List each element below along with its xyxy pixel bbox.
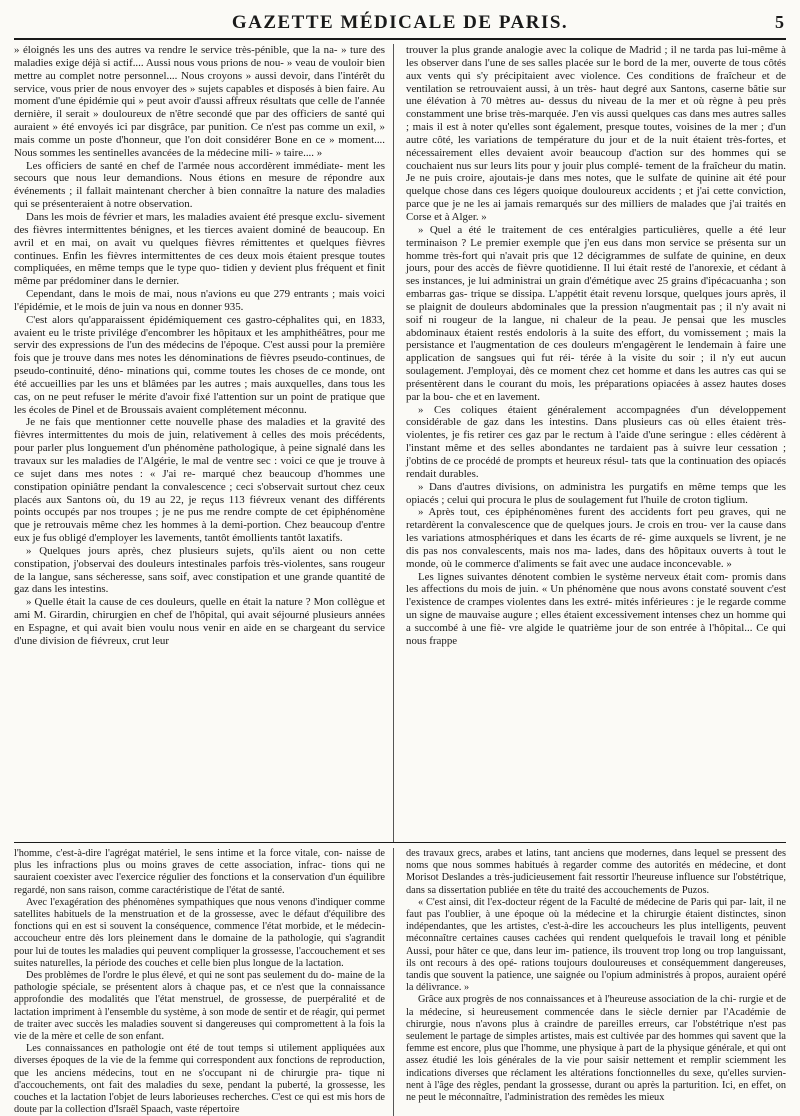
paragraph: » Quel a été le traitement de ces entéralgies particulières, quelle a été leur terminaison ? Le premier exemple que j'en eus dans mon service se présenta sur un homme très-fort qui n'avait pris que 12 décigrammes de sulfate de quinine, en deux jours, pour des accès de fièvre quotidienne. Il lui était resté de l'anorexie, et cédant à ses instances, je lui administrai un grain d'émétique avec 25 grains d'ipécacuanha ; son embarras gas- trique se dissipa. L'appétit était revenu lorsque, quelques jours après, il se plaignit de douleurs abdominales que la pression n'augmentait pas ; il n'y avait ni soif ni rougeur de la langue, ni chaleur de la peau. Je pensai que les muscles abdominaux étaient restés endoloris à la suite des effort, du vomissement ; mais la persistance et l'augmentation de ces douleurs m'engagèrent le lendemain à faire une application de sangsues qui fut réi- térée à la visite du soir ; il n'y eut aucun soulagement. J'employai, dès ce moment chez cet homme et dans les autres cas qui se présentèrent dans le courant du mois, les préparations opiacées à assez hautes doses par la bou- che et en lavement. [406, 223, 786, 403]
paragraph: » Quelle était la cause de ces douleurs, quelle en était la nature ? Mon collègue et ami M. Girardin, chirurgien en chef de l'hôpital, qui avait séjourné plusieurs années en Espagne, et qui avait bien voulu nous venir en aide en se chargeant du service d'une division de fiévreux, crut leur [14, 596, 385, 647]
paragraph: Grâce aux progrès de nos connaissances et à l'heureuse association de la chi- rurgie et de la médecine, si heureusement commencée dans le siècle dernier par l'Académie de chirurgie, nous n'avons plus à craindre de pareilles erreurs, car l'obstétrique n'est pas seulement le partage de simples artistes, mais est cultivée par des hommes qui savent que la femme est encore, plus que l'homme, une physique à part de la physique générale, et qui ont assez étudié les lois générales de la vie pour saisir nettement et remplir sciemment les indications diverses que réclament les altérations fonctionnelles du sexe, qu'elles survien- nent à l'âge des règles, pendant la grossesse, durant ou après la parturition. Ici, en effet, on ne peut le méconnaître, l'administration des remèdes les mieux [406, 994, 786, 1104]
paragraph: Dans les mois de février et mars, les maladies avaient été presque exclu- sivement des fièvres intermittentes bénignes, et les tierces avaient dominé de beaucoup. En avril et en mai, on avait vu quelques fièvres rémittentes et quelques fièvres continues. Enfin les fièvres intermittentes de ces deux mois étaient presque toutes compliquées, en même temps que le type quo- tidien y devient plus fréquent et finit même par prédominer dans le dernier. [14, 210, 385, 288]
paragraph: C'est alors qu'apparaissent épidémiquement ces gastro-céphalites qui, en 1833, avaient eu le triste privilége d'encombrer les hôpitaux et les amphithéâtres, pour me servir des expressions de l'un des médecins de l'époque. C'est aussi pour la première fois que je trouve dans mes notes les dénominations de fièvres pseudo-continues, de pseudo-continuité, déno- minations qui, comme toutes les choses de ce monde, ont été accueillies par les uns et blâmées par les autres ; mais auxquelles, dans tous les cas, on ne peut refuser le mérite d'avoir fixé l'attention sur un point de pratique que les écoles de Pinel et de Broussais avaient complétement méconnu. [14, 313, 385, 416]
paragraph: Avec l'exagération des phénomènes sympathiques que nous venons d'indiquer comme satellites habituels de la menstruation et de la grossesse, avec le défaut d'équilibre des fonctions qui en est si souvent la conséquence, commence l'état morbide, et le médecin-accoucheur entre dès lors pleinement dans le domaine de la pathologie, qui s'agrandit pour lui de toutes les maladies qui peuvent compliquer la grossesse, l'accouchement et ses suites naturelles, la période des couches et celle bien plus longue de la lactation. [14, 896, 385, 969]
paragraph: » Quelques jours après, chez plusieurs sujets, qu'ils aient ou non cette constipation, j'observai des douleurs intestinales parfois très-violentes, sans rougeur de la langue, sans sécheresse, sans soif, avec constipation et une grande quantité de gaz dans les intestins. [14, 544, 385, 596]
paragraph: des travaux grecs, arabes et latins, tant anciens que modernes, dans lequel se pressent des noms que nous sommes habitués à regarder comme des autorités en médecine, et dont Morisot Deslandes a très-judicieusement fait ressortir l'heureuse influence sur l'obstétrique, dans sa dissertation publiée en tête du traité des accouchements de Puzos. [406, 848, 786, 896]
paragraph: » Après tout, ces épiphénomènes furent des accidents fort peu graves, qui ne retardèrent la convalescence que de quelques jours. Je crois en trou- ver la cause dans les variations atmosphériques et dans les écarts de ré- gime auxquels se livrent, je ne dis pas nos convalescents, mais nos ma- lades, dans des hôpitaux ouverts à tout le monde, où le commerce d'aliments se fait avec une audace inconcevable. » [406, 506, 786, 570]
paragraph: Les connaissances en pathologie ont été de tout temps si utilement appliquées aux diverses époques de la vie de la femme qui correspondent aux fonctions de reproduction, que les anciens médecins, tout en ne s'occupant ni de chirurgie pra- tique ni d'accouchements, ont fait des maladies du sexe, pendant la puberté, la grossesse, les couches et la lactation l'objet de leurs laborieuses recherches. C'est ce qui est mis hors de doute par la collection d'Israël Spaach, vaste répertoire [14, 1043, 385, 1116]
feuilleton-section [14, 843, 786, 1116]
paragraph: » Ces coliques étaient généralement accompagnées d'un développement considérable de gaz dans les intestins. Dans plusieurs cas où elles étaient très-violentes, je fis retirer ces gaz par le rectum à l'aide d'une seringue : elles cédèrent à l'instant même et des selles abondantes ne tardaient pas à suivre leur cessation ; j'obtins de ce procédé de prompts et heureux résul- tats que la continuation des opiacés rendait durables. [406, 403, 786, 480]
paragraph: » éloignés les uns des autres va rendre le service très-pénible, que la na- » ture des maladies exige déjà si actif.... Aussi nous vous prions de nou- » veau de vouloir bien mettre au complet notre personnel.... Nous croyons » aussi devoir, dans l'intérêt du service, vous prier de nous envoyer des » sujets capables et disposés à bien faire. Au moment d'une épidémie qui » peut avoir d'aussi affreux résultats que celle de l'année dernière, il serait » douloureux de n'être secondé que par des officiers de santé qui auraient » été envoyés ici par disgrâce, par punition. Ce n'est pas comme un exil, » mais comme un poste d'honneur, que l'on doit considérer Bone en ce » moment.... Nous sommes les sentinelles avancées de la médecine mili- » taire.... » [14, 44, 385, 159]
main-article-right-column [406, 44, 786, 842]
paragraph: Les officiers de santé en chef de l'armée nous accordèrent immédiate- ment les secours que nous leur demandions. Nous étions en mesure de répondre aux événements ; il fallait maintenant chercher à bien connaître la nature des maladies qui se présenteraient à notre observation. [14, 159, 385, 211]
feuilleton-left-column [14, 848, 394, 1116]
paragraph: » Dans d'autres divisions, on administra les purgatifs en même temps que les opiacés ; celui qui procura le plus de soulagement fut l'huile de croton tiglium. [406, 480, 786, 506]
feuilleton-right-column [406, 848, 786, 1116]
paragraph: « C'est ainsi, dit l'ex-docteur régent de la Faculté de médecine de Paris qui par- lait, il ne faut pas l'oublier, à une époque où la médecine et la chirurgie étaient distinctes, sinon indépendantes, que les artistes, c'est-à-dire les accoucheurs les plus intelligents, peuvent méconnaître certaines causes cachées qui rendent quelquefois le travail long et pénible Aussi, pour hâter ce que, dans leur im- patience, ils trouvent trop long ou trop languissant, ils ont recours à des opé- rations toujours douloureuses et conséquemment dangereuses, tandis que souvent la patience, une saignée ou l'opium administrés à propos, auraient opéré la délivrance. » [406, 896, 786, 994]
journal-title: GAZETTE MÉDICALE DE PARIS. [231, 12, 569, 33]
paragraph: Je ne fais que mentionner cette nouvelle phase des maladies et la gravité des fièvres intermittentes du mois de juin, relativement à celles des mois précédents, pour parler plus longuement d'un phénomène pathologique, à peine signalé dans les travaux sur les maladies de l'Algérie, le mal de ventre sec : voici ce que je trouve à ce sujet dans mes notes : « J'ai re- marqué chez beaucoup d'hommes une constipation opiniâtre pendant la convalescence ; ceci s'observait surtout chez ceux placés aux Santons où, du 19 au 22, je reçus 113 fiévreux venant des différents points occupés par nos troupes ; je ne pus me rendre compte de cet épiphénomène que je retrouvais même chez les hommes à la demi-portion. Chez beaucoup d'entre eux je fus obligé d'employer les lavements, tantôt émollients tantôt laxatifs. [14, 416, 385, 545]
paragraph: Les lignes suivantes dénotent combien le système nerveux était com- promis dans les affections du mois de juin. « Un phénomène que nous avons constaté souvent c'est l'existence de crampes violentes dans les extré- mités inférieures : je le regarde comme un signe de mauvaise augure ; elles étaient excessivement intenses chez un homme qui a succombé à une fiè- vre algide le quatrième jour de son entrée à l'hôpital... Ce qui nous frappe [406, 570, 786, 647]
paragraph: trouver la plus grande analogie avec la colique de Madrid ; il ne tarda pas lui-même à les observer dans l'une de ses salles placée sur le bord de la mer, ouverte de tous côtés aux vents qui s'y précipitaient avec violence. Ces conditions de fraîcheur et de ventilation se retrouvaient aussi, à un très- haut degré aux Santons, caserne bâtie sur une élévation à 70 mètres au- dessus du niveau de la mer et où règne à peu près constamment une brise très-marquée. J'en vis aussi quelques cas dans mes autres salles ; mais il est à noter qu'elles sont également, presque toutes, voisines de la mer ; d'un autre côté, les variations de température du jour et de la nuit étaient très-fortes, et nécessairement elles devaient avoir beaucoup d'action sur des hommes qui se couchaient nus sur leurs lits pour y jouir plus complé- tement de la fraîcheur du matin. Je ne puis croire, ajoutais-je dans mes notes, que le sulfate de quinine ait été pour quelque chose dans ces légers quoique douloureux accidents ; et j'ai cette conviction, parce que je ne les ai jamais remarqués sur des milliers de malades que j'ai traités en Corse et à Alger. » [406, 44, 786, 223]
page-number: 5 [775, 12, 784, 32]
main-article-left-column [14, 44, 394, 842]
paragraph: l'homme, c'est-à-dire l'agrégat matériel, le sens intime et la force vitale, con- naisse de plus les infractions plus ou moins graves de cette association, infrac- tions qui ne sauraient coexister avec l'exercice régulier des fonctions et la conservation d'un équilibre regardé, non sans raison, comme caractéristique de l'état de santé. [14, 848, 385, 896]
paragraph: Cependant, dans le mois de mai, nous n'avions eu que 279 entrants ; mais voici l'épidémie, et le mois de juin va nous en donner 935. [14, 288, 385, 313]
page-header [14, 8, 786, 40]
paragraph: Des problèmes de l'ordre le plus élevé, et qui ne sont pas seulement du do- maine de la pathologie spéciale, se présentent alors à chaque pas, et ce n'est que la connaissance approfondie des modalités que l'état menstruel, de grossesse, de puerpéralité et de lactation impriment à l'ensemble du système, à son mode de sentir et de réagir, qui permet de traiter avec succès les maladies souvent si dangereuses qui compromettent à la fois la vie de la mère et celle de son enfant. [14, 970, 385, 1043]
main-article [14, 40, 786, 843]
